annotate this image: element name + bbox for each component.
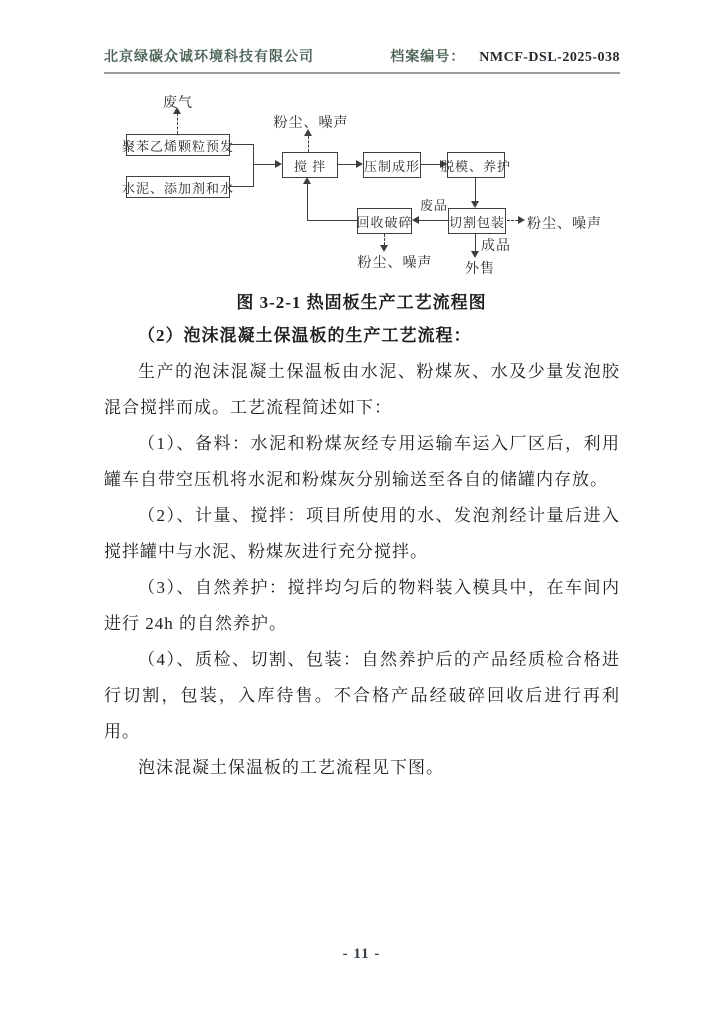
paragraph-step-3: （3）、自然养护：搅拌均匀后的物料装入模具中，在车间内进行 24h 的自然养护。: [104, 578, 620, 633]
flow-node-pressing: 压制成形: [363, 152, 421, 178]
paragraph-outro: 泡沫混凝土保温板的工艺流程见下图。: [138, 758, 444, 777]
arrowhead-up-icon: [173, 107, 181, 114]
archive-number-group: [390, 46, 620, 66]
dust-noise-label-top: 粉尘、噪声: [273, 116, 349, 131]
figure-caption: 图 3-2-1 热固板生产工艺流程图: [236, 293, 487, 312]
arrowhead-right-icon: [518, 216, 525, 224]
connector-line: [230, 186, 254, 187]
sale-label: 外售: [465, 262, 495, 277]
arrowhead-down-icon: [471, 201, 479, 208]
arrowhead-up-icon: [304, 129, 312, 136]
paragraph-step-1: （1）、备料：水泥和粉煤灰经专用运输车运入厂区后，利用罐车自带空压机将水泥和粉煤灰分别输送至各自的储罐内存放。: [104, 434, 620, 489]
connector-line-dashed: [177, 113, 178, 134]
arrowhead-left-icon: [412, 216, 419, 224]
document-body: [104, 318, 620, 786]
flow-node-recycling: 回收破碎: [357, 208, 412, 234]
connector-line: [253, 164, 275, 165]
flow-node-cutting: 切割包装: [448, 208, 506, 234]
connector-line: [307, 184, 308, 221]
connector-line: [230, 144, 254, 145]
connector-line-dashed: [384, 234, 385, 245]
flow-node-mixing: 搅 拌: [282, 152, 338, 178]
flow-node-pre-expansion: 聚苯乙烯颗粒预发: [126, 134, 230, 156]
connector-line: [338, 164, 356, 165]
arrowhead-right-icon: [356, 160, 363, 168]
arrowhead-up-icon: [303, 177, 311, 184]
flow-node-demolding: 脱模、养护: [447, 152, 505, 178]
paragraph-step-4: （4）、质检、切割、包装：自然养护后的产品经质检合格进行切割，包装，入库待售。不合格产品经破碎回收后进行再利用。: [104, 650, 620, 741]
finished-product-label: 成品: [481, 239, 511, 254]
paragraph-intro: 生产的泡沫混凝土保温板由水泥、粉煤灰、水及少量发泡胶混合搅拌而成。工艺流程简述如下：: [104, 362, 620, 417]
page-header: [104, 46, 620, 74]
arrowhead-right-icon: [275, 160, 282, 168]
connector-line-dashed: [308, 136, 309, 152]
connector-line: [475, 234, 476, 251]
section-heading: （2）泡沫混凝土保温板的生产工艺流程：: [138, 326, 472, 345]
connector-line: [475, 178, 476, 201]
connector-line: [419, 220, 448, 221]
connector-line-dashed: [507, 220, 518, 221]
arrowhead-down-icon: [380, 245, 388, 252]
scrap-label: 废品: [419, 198, 448, 213]
page-number: - 11 -: [342, 946, 381, 962]
dust-noise-label-bottom: 粉尘、噪声: [357, 256, 433, 271]
dust-noise-label-right: 粉尘、噪声: [527, 217, 602, 232]
company-name: 北京绿碳众诚环境科技有限公司: [104, 50, 314, 65]
flow-node-materials: 水泥、添加剂和水: [126, 176, 230, 198]
process-flow-diagram: [100, 88, 660, 284]
archive-label: 档案编号：: [390, 50, 466, 65]
connector-line: [253, 144, 254, 187]
paragraph-step-2: （2）、计量、搅拌：项目所使用的水、发泡剂经计量后进入搅拌罐中与水泥、粉煤灰进行充分搅拌。: [104, 506, 620, 561]
arrowhead-down-icon: [471, 251, 479, 258]
waste-gas-label: 废气: [163, 96, 193, 111]
connector-line: [421, 164, 440, 165]
archive-number-value: NMCF-DSL-2025-038: [479, 50, 620, 65]
connector-line: [307, 220, 357, 221]
